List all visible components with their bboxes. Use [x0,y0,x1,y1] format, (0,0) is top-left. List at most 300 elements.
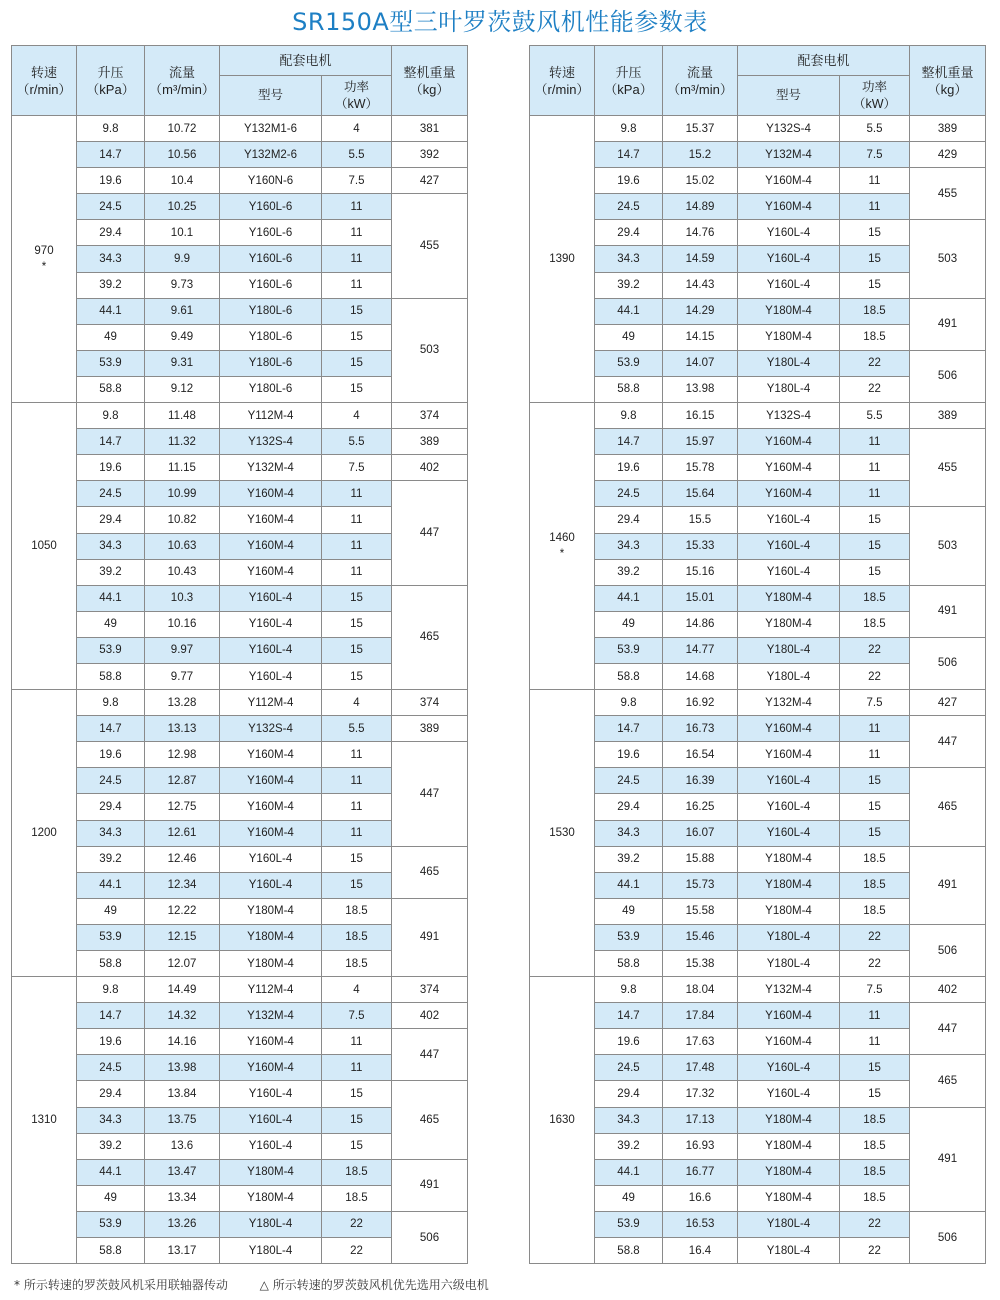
flow-cell: 12.87 [145,768,220,794]
power-cell: 22 [840,376,910,402]
pressure-cell: 14.7 [77,716,145,742]
model-cell: Y180M-4 [220,1185,322,1211]
weight-header: 整机重量 （kg） [392,46,468,116]
table-row [12,977,468,1003]
speed-cell [12,690,77,977]
pressure-cell: 49 [77,898,145,924]
pressure-cell: 53.9 [77,924,145,950]
pressure-cell: 29.4 [595,507,663,533]
power-cell: 18.5 [840,846,910,872]
model-cell: Y180M-4 [738,1133,840,1159]
flow-cell: 13.98 [145,1055,220,1081]
weight-cell: 389 [392,716,468,742]
table-row [12,846,468,872]
flow-cell: 18.04 [663,977,738,1003]
model-cell: Y180M-4 [738,898,840,924]
power-cell: 15 [840,1081,910,1107]
pressure-cell: 39.2 [77,846,145,872]
model-cell: Y180M-4 [738,846,840,872]
flow-cell: 16.54 [663,742,738,768]
model-cell: Y160M-4 [738,168,840,194]
model-cell: Y180L-4 [738,951,840,977]
model-cell: Y180M-4 [220,1159,322,1185]
pressure-cell: 9.8 [77,977,145,1003]
weight-cell: 402 [392,1003,468,1029]
power-cell: 5.5 [322,716,392,742]
power-cell: 15 [322,1133,392,1159]
table-row [530,1107,986,1133]
power-cell: 15 [322,637,392,663]
weight-cell: 447 [392,1029,468,1081]
page-title: SR150A型三叶罗茨鼓风机性能参数表 [292,8,708,36]
power-cell: 7.5 [840,977,910,1003]
weight-cell: 491 [910,585,986,637]
table-row [530,716,986,742]
table-row [530,350,986,376]
power-cell: 22 [840,1238,910,1264]
power-cell: 15 [840,220,910,246]
flow-cell: 13.34 [145,1185,220,1211]
model-cell: Y160L-6 [220,220,322,246]
pressure-cell: 29.4 [77,220,145,246]
pressure-cell: 44.1 [77,872,145,898]
spec-table-right [529,45,986,1264]
flow-cell: 17.48 [663,1055,738,1081]
weight-cell: 491 [910,298,986,350]
model-cell: Y160L-6 [220,194,322,220]
model-cell: Y132M-4 [738,690,840,716]
pressure-cell: 34.3 [77,1107,145,1133]
table-row [12,898,468,924]
model-cell: Y160M-4 [220,820,322,846]
flow-cell: 15.97 [663,429,738,455]
model-cell: Y160L-4 [220,585,322,611]
model-cell: Y160L-4 [738,507,840,533]
weight-header: 整机重量 （kg） [910,46,986,116]
power-cell: 11 [322,1029,392,1055]
pressure-cell: 53.9 [595,1211,663,1237]
speed-mark: * [41,261,47,274]
model-cell: Y160M-4 [738,194,840,220]
flow-cell: 12.75 [145,794,220,820]
flow-header: 流量 （m³/min） [663,46,738,116]
weight-cell: 491 [392,898,468,976]
flow-cell: 9.77 [145,663,220,689]
pressure-cell: 19.6 [595,1029,663,1055]
flow-cell: 16.92 [663,690,738,716]
flow-cell: 13.26 [145,1211,220,1237]
model-cell: Y132S-4 [220,716,322,742]
table-row [530,168,986,194]
flow-cell: 17.32 [663,1081,738,1107]
flow-cell: 10.43 [145,559,220,585]
speed-header: 转速 （r/min） [530,46,595,116]
pressure-cell: 34.3 [77,820,145,846]
flow-cell: 10.3 [145,585,220,611]
table-row [12,455,468,481]
weight-cell: 465 [910,768,986,846]
pressure-cell: 19.6 [77,742,145,768]
weight-cell: 455 [392,194,468,298]
pressure-cell: 19.6 [595,455,663,481]
weight-cell: 455 [910,429,986,507]
table-row [12,742,468,768]
flow-cell: 16.77 [663,1159,738,1185]
speed-value: 970 [34,245,54,258]
model-cell: Y180L-4 [738,350,840,376]
speed-cell [530,977,595,1264]
power-cell: 11 [322,533,392,559]
weight-cell: 465 [392,585,468,689]
power-cell: 18.5 [840,872,910,898]
weight-cell: 503 [392,298,468,402]
model-cell: Y180L-4 [220,1238,322,1264]
flow-cell: 10.25 [145,194,220,220]
model-cell: Y160M-4 [220,742,322,768]
flow-cell: 12.46 [145,846,220,872]
model-cell: Y160L-4 [738,794,840,820]
power-cell: 18.5 [840,611,910,637]
flow-cell: 14.68 [663,663,738,689]
table-row [12,298,468,324]
speed-cell [12,977,77,1264]
power-cell: 15 [322,585,392,611]
model-cell: Y160M-4 [738,455,840,481]
pressure-cell: 19.6 [595,168,663,194]
pressure-cell: 19.6 [77,168,145,194]
power-cell: 11 [322,481,392,507]
power-cell: 5.5 [322,429,392,455]
flow-cell: 17.13 [663,1107,738,1133]
table-row [12,585,468,611]
power-cell: 15 [840,246,910,272]
flow-cell: 10.72 [145,116,220,142]
pressure-cell: 58.8 [77,663,145,689]
pressure-cell: 34.3 [595,533,663,559]
flow-cell: 11.15 [145,455,220,481]
model-cell: Y180M-4 [738,1185,840,1211]
flow-cell: 15.37 [663,116,738,142]
power-cell: 11 [322,794,392,820]
pressure-cell: 53.9 [595,637,663,663]
model-cell: Y180M-4 [738,1107,840,1133]
flow-cell: 15.16 [663,559,738,585]
power-cell: 18.5 [322,1185,392,1211]
flow-cell: 14.07 [663,350,738,376]
weight-cell: 447 [910,716,986,768]
speed-header: 转速 （r/min） [12,46,77,116]
table-row [12,716,468,742]
model-cell: Y160M-4 [220,768,322,794]
flow-cell: 9.12 [145,376,220,402]
model-cell: Y160L-4 [738,246,840,272]
flow-cell: 13.6 [145,1133,220,1159]
flow-cell: 16.15 [663,403,738,429]
power-cell: 5.5 [322,142,392,168]
table-row [530,637,986,663]
power-cell: 15 [322,1081,392,1107]
flow-cell: 15.78 [663,455,738,481]
model-cell: Y160L-4 [220,846,322,872]
weight-cell: 491 [392,1159,468,1211]
power-cell: 5.5 [840,116,910,142]
model-cell: Y160M-4 [738,742,840,768]
pressure-cell: 53.9 [77,350,145,376]
power-cell: 4 [322,116,392,142]
weight-cell: 389 [392,429,468,455]
weight-cell: 491 [910,1107,986,1211]
weight-cell: 506 [910,1211,986,1263]
model-cell: Y132S-4 [738,403,840,429]
flow-cell: 15.38 [663,951,738,977]
power-cell: 15 [322,376,392,402]
pressure-cell: 14.7 [595,429,663,455]
pressure-cell: 24.5 [77,768,145,794]
pressure-cell: 34.3 [595,246,663,272]
power-cell: 15 [840,533,910,559]
pressure-cell: 58.8 [595,951,663,977]
power-cell: 18.5 [322,1159,392,1185]
power-cell: 11 [322,507,392,533]
model-cell: Y132M1-6 [220,116,322,142]
power-cell: 18.5 [840,1133,910,1159]
speed-value: 1050 [31,540,57,553]
speed-cell [530,116,595,403]
flow-cell: 17.63 [663,1029,738,1055]
power-cell: 15 [840,820,910,846]
pressure-cell: 24.5 [595,481,663,507]
speed-value: 1200 [31,827,57,840]
weight-cell: 465 [392,1081,468,1159]
weight-cell: 503 [910,507,986,585]
flow-cell: 17.84 [663,1003,738,1029]
weight-cell: 389 [910,116,986,142]
pressure-cell: 9.8 [595,403,663,429]
model-cell: Y112M-4 [220,690,322,716]
flow-cell: 10.99 [145,481,220,507]
table-row [530,403,986,429]
speed-value: 1460 [549,532,575,545]
weight-cell: 506 [910,924,986,976]
pressure-cell: 44.1 [595,585,663,611]
power-cell: 18.5 [840,1107,910,1133]
power-header: 功率 （kW） [840,76,910,116]
flow-cell: 14.29 [663,298,738,324]
table-row [12,481,468,507]
model-cell: Y180M-4 [738,298,840,324]
pressure-cell: 49 [595,611,663,637]
pressure-cell: 39.2 [595,846,663,872]
power-cell: 15 [322,298,392,324]
model-cell: Y160L-4 [738,820,840,846]
model-cell: Y180L-6 [220,350,322,376]
pressure-cell: 14.7 [595,1003,663,1029]
pressure-cell: 34.3 [595,1107,663,1133]
pressure-cell: 39.2 [77,1133,145,1159]
flow-cell: 16.6 [663,1185,738,1211]
model-cell: Y112M-4 [220,403,322,429]
pressure-cell: 29.4 [595,794,663,820]
weight-cell: 506 [392,1211,468,1263]
flow-cell: 10.16 [145,611,220,637]
pressure-cell: 14.7 [77,142,145,168]
pressure-cell: 9.8 [77,116,145,142]
model-cell: Y132M-4 [738,977,840,1003]
pressure-cell: 44.1 [77,1159,145,1185]
flow-cell: 15.46 [663,924,738,950]
speed-cell [530,403,595,690]
model-cell: Y132S-4 [220,429,322,455]
pressure-cell: 14.7 [77,429,145,455]
pressure-cell: 24.5 [77,194,145,220]
flow-cell: 15.58 [663,898,738,924]
power-cell: 7.5 [322,1003,392,1029]
power-cell: 11 [322,820,392,846]
weight-cell: 374 [392,403,468,429]
model-cell: Y180M-4 [220,951,322,977]
flow-cell: 15.01 [663,585,738,611]
power-cell: 11 [322,1055,392,1081]
footnote-motor: △ 所示转速的罗茨鼓风机优先选用六级电机 [259,1278,489,1292]
speed-value: 1530 [549,827,575,840]
weight-cell: 506 [910,637,986,689]
power-cell: 11 [322,246,392,272]
pressure-cell: 34.3 [77,533,145,559]
power-cell: 18.5 [840,1159,910,1185]
flow-cell: 12.34 [145,872,220,898]
table-row [12,168,468,194]
pressure-cell: 9.8 [77,690,145,716]
weight-cell: 465 [910,1055,986,1107]
model-cell: Y180L-4 [738,376,840,402]
weight-cell: 465 [392,846,468,898]
flow-cell: 13.47 [145,1159,220,1185]
flow-cell: 15.64 [663,481,738,507]
flow-cell: 16.53 [663,1211,738,1237]
model-cell: Y180L-4 [738,1238,840,1264]
pressure-cell: 24.5 [77,481,145,507]
pressure-cell: 58.8 [595,1238,663,1264]
spec-table-left [11,45,468,1264]
pressure-cell: 19.6 [595,742,663,768]
power-cell: 15 [840,768,910,794]
pressure-cell: 53.9 [595,350,663,376]
flow-cell: 9.49 [145,324,220,350]
flow-cell: 10.56 [145,142,220,168]
pressure-cell: 44.1 [595,1159,663,1185]
weight-cell: 427 [910,690,986,716]
pressure-cell: 53.9 [77,1211,145,1237]
flow-cell: 9.31 [145,350,220,376]
model-header: 型号 [738,76,840,116]
flow-cell: 13.13 [145,716,220,742]
model-cell: Y160L-4 [738,1081,840,1107]
table-row [12,403,468,429]
table-row [530,298,986,324]
pressure-cell: 19.6 [77,1029,145,1055]
weight-cell: 447 [392,481,468,585]
power-cell: 11 [322,220,392,246]
footnote-coupling: * 所示转速的罗茨鼓风机采用联轴器传动 [14,1278,228,1292]
weight-cell: 447 [910,1003,986,1055]
power-cell: 15 [322,1107,392,1133]
pressure-cell: 29.4 [77,1081,145,1107]
weight-cell: 447 [392,742,468,846]
speed-cell [12,116,77,403]
model-cell: Y180L-4 [738,637,840,663]
model-cell: Y160M-4 [738,481,840,507]
pressure-cell: 58.8 [77,1238,145,1264]
flow-cell: 16.93 [663,1133,738,1159]
weight-cell: 455 [910,168,986,220]
power-cell: 11 [840,194,910,220]
pressure-cell: 44.1 [77,585,145,611]
flow-cell: 13.84 [145,1081,220,1107]
power-cell: 11 [322,742,392,768]
model-cell: Y132M2-6 [220,142,322,168]
model-cell: Y132S-4 [738,116,840,142]
table-row [530,1055,986,1081]
weight-cell: 506 [910,350,986,402]
speed-mark: * [559,548,565,561]
pressure-cell: 39.2 [77,559,145,585]
model-cell: Y160L-4 [738,533,840,559]
model-cell: Y160M-4 [220,559,322,585]
model-cell: Y180M-4 [220,898,322,924]
pressure-cell: 24.5 [77,1055,145,1081]
power-cell: 5.5 [840,403,910,429]
pressure-cell: 9.8 [595,116,663,142]
model-cell: Y160L-4 [220,1133,322,1159]
model-cell: Y180M-4 [738,1159,840,1185]
pressure-cell: 29.4 [595,220,663,246]
flow-cell: 16.73 [663,716,738,742]
pressure-cell: 29.4 [77,794,145,820]
power-cell: 11 [322,768,392,794]
table-row [12,1003,468,1029]
table-row [12,142,468,168]
flow-cell: 11.32 [145,429,220,455]
power-cell: 11 [840,429,910,455]
model-cell: Y160L-4 [220,637,322,663]
pressure-header: 升压 （kPa） [595,46,663,116]
flow-cell: 16.4 [663,1238,738,1264]
weight-cell: 427 [392,168,468,194]
pressure-cell: 39.2 [595,272,663,298]
table-row [530,846,986,872]
model-cell: Y160L-4 [220,611,322,637]
flow-cell: 14.59 [663,246,738,272]
weight-cell: 503 [910,220,986,298]
pressure-cell: 24.5 [595,1055,663,1081]
model-header: 型号 [220,76,322,116]
model-cell: Y160M-4 [220,533,322,559]
pressure-cell: 9.8 [595,977,663,1003]
table-row [530,1003,986,1029]
pressure-cell: 44.1 [77,298,145,324]
model-cell: Y160L-4 [738,559,840,585]
table-row [530,116,986,142]
model-cell: Y160N-6 [220,168,322,194]
spec-table-body [12,116,468,1264]
model-cell: Y180L-4 [738,663,840,689]
power-cell: 11 [322,272,392,298]
pressure-cell: 29.4 [595,1081,663,1107]
flow-cell: 9.61 [145,298,220,324]
flow-cell: 14.76 [663,220,738,246]
model-cell: Y160L-4 [220,663,322,689]
power-cell: 11 [840,455,910,481]
